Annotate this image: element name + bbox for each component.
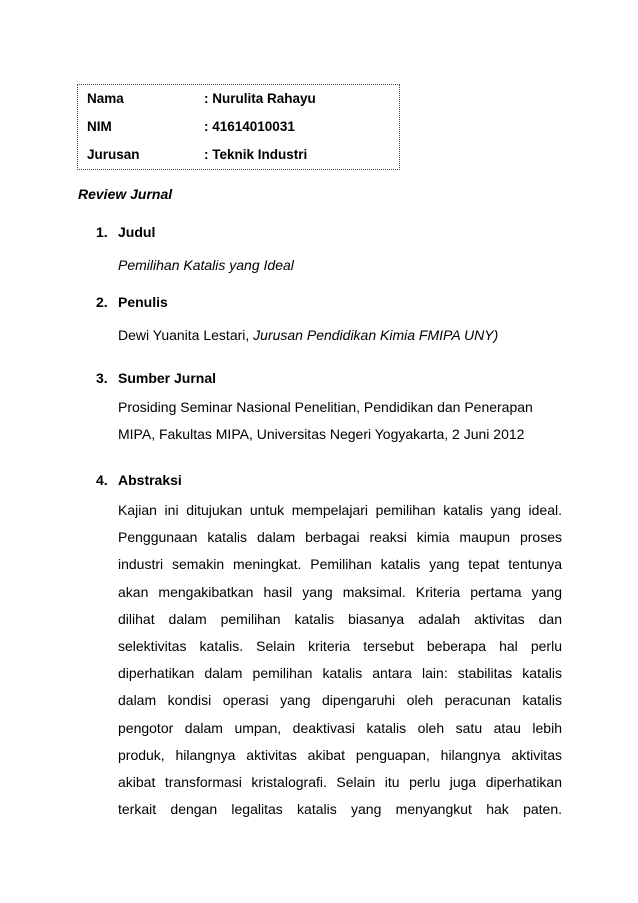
section-abstraksi bbox=[96, 472, 566, 823]
section-sumber bbox=[96, 370, 566, 448]
section-heading bbox=[96, 294, 566, 310]
abstract-line: pengotor dalam umpan, deaktivasi katalis oleh satu atau lebih bbox=[118, 719, 562, 736]
journal-title: Pemilihan Katalis yang Ideal bbox=[118, 257, 294, 273]
section-title: Sumber Jurnal bbox=[118, 370, 217, 386]
identity-label: Nama bbox=[87, 91, 124, 106]
section-number: 1. bbox=[96, 224, 108, 240]
identity-value: : 41614010031 bbox=[204, 119, 295, 134]
author-line bbox=[118, 322, 566, 349]
abstract-line: terkait dengan legalitas katalis yang menyangkut hak paten. bbox=[118, 801, 562, 818]
section-heading bbox=[96, 370, 566, 386]
abstract-line: industri semakin meningkat. Pemilihan katalis yang tepat tentunya bbox=[118, 556, 562, 573]
section-title: Penulis bbox=[118, 294, 168, 310]
abstract-line: akan mengakibatkan hasil yang maksimal. Kriteria pertama yang bbox=[118, 583, 562, 600]
identity-value: : Teknik Industri bbox=[204, 147, 308, 162]
abstract-line: Penggunaan katalis dalam berbagai reaksi kimia maupun proses bbox=[118, 529, 562, 546]
source-text bbox=[118, 394, 566, 448]
section-penulis bbox=[96, 294, 566, 349]
source-line: Prosiding Seminar Nasional Penelitian, Pendidikan dan Penerapan bbox=[118, 399, 533, 415]
abstract-line: Kajian ini ditujukan untuk mempelajari pemilihan katalis yang ideal. bbox=[118, 502, 562, 518]
section-number: 4. bbox=[96, 472, 108, 488]
identity-value: : Nurulita Rahayu bbox=[204, 91, 316, 106]
section-title: Abstraksi bbox=[118, 472, 182, 488]
section-number: 2. bbox=[96, 294, 108, 310]
identity-box bbox=[77, 84, 400, 170]
section-title: Judul bbox=[118, 224, 156, 240]
abstract-line: dalam kondisi operasi yang dipengaruhi oleh peracunan katalis bbox=[118, 692, 562, 709]
abstract-line: diperhatikan dalam pemilihan katalis antara lain: stabilitas katalis bbox=[118, 665, 562, 682]
abstract-line: dilihat dalam pemilihan katalis biasanya adalah aktivitas dan bbox=[118, 610, 562, 627]
abstract-line: produk, hilangnya aktivitas akibat penguapan, hilangnya aktivitas bbox=[118, 746, 562, 763]
source-line: MIPA, Fakultas MIPA, Universitas Negeri Yogyakarta, 2 Juni 2012 bbox=[118, 426, 525, 442]
review-title: Review Jurnal bbox=[78, 186, 173, 202]
section-heading bbox=[96, 224, 566, 240]
section-judul bbox=[96, 224, 566, 279]
section-number: 3. bbox=[96, 370, 108, 386]
abstract-line: akibat transformasi kristalografi. Selain itu perlu juga diperhatikan bbox=[118, 774, 562, 791]
identity-label: Jurusan bbox=[87, 147, 140, 162]
abstract-text bbox=[118, 497, 562, 823]
identity-label: NIM bbox=[87, 119, 112, 134]
author-name: Dewi Yuanita Lestari, bbox=[118, 327, 254, 343]
author-affiliation: Jurusan Pendidikan Kimia FMIPA UNY) bbox=[253, 327, 499, 343]
abstract-line: selektivitas katalis. Selain kriteria tersebut beberapa hal perlu bbox=[118, 638, 562, 655]
section-heading bbox=[96, 472, 566, 488]
